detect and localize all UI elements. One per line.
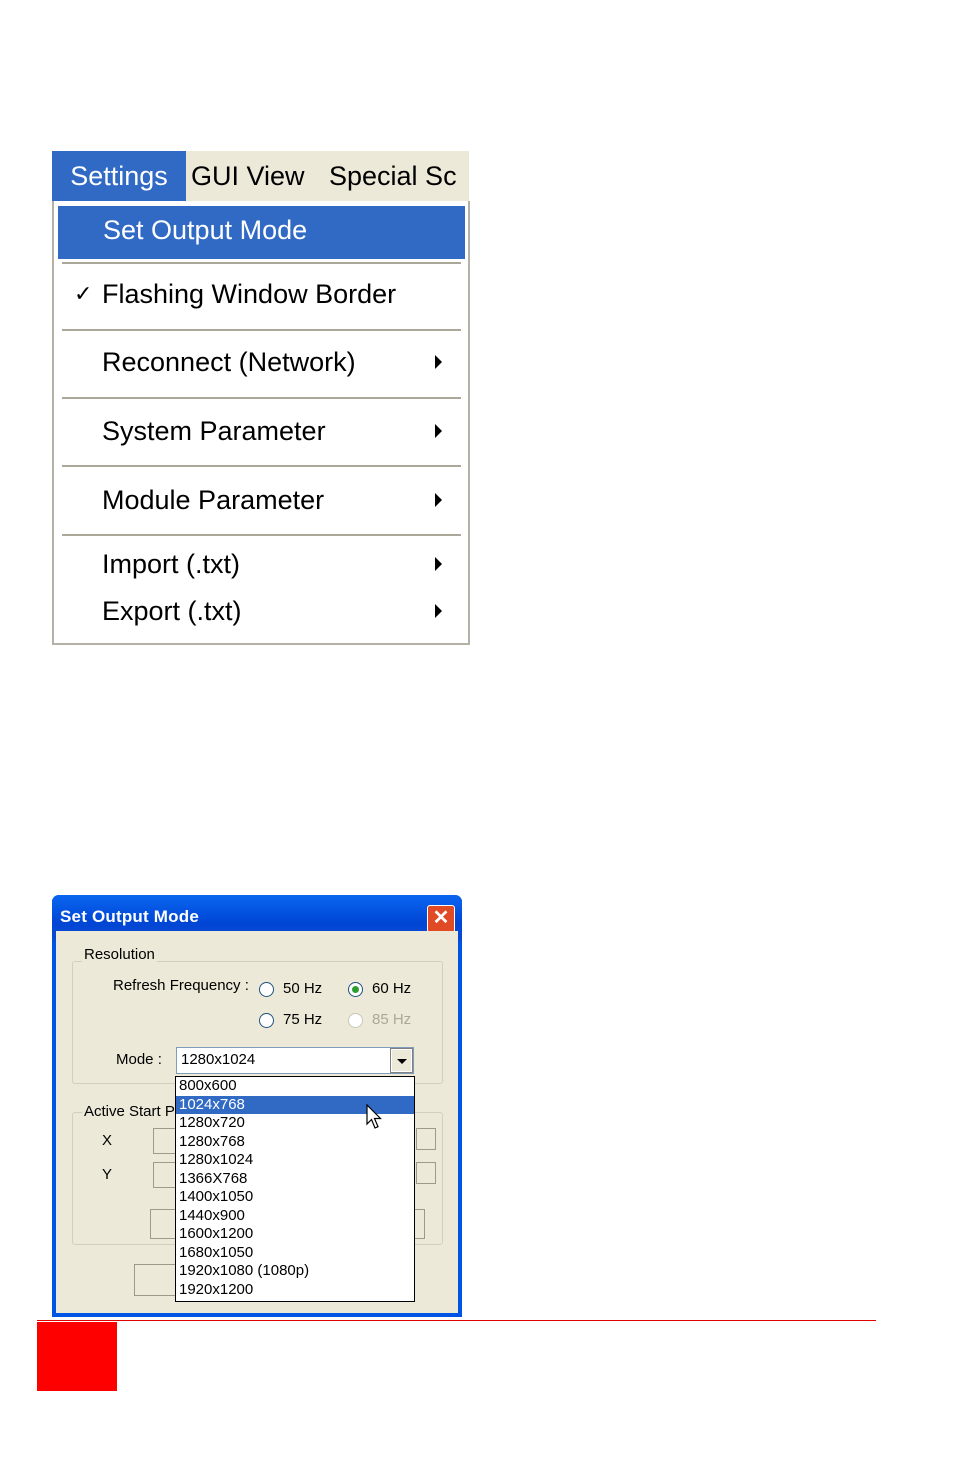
- mode-option[interactable]: 1920x1200: [179, 1280, 254, 1298]
- mode-option[interactable]: 1280x1024: [179, 1151, 254, 1168]
- set-output-mode-dialog: [52, 895, 462, 1317]
- menu-item-set-output-mode[interactable]: [58, 206, 465, 259]
- menu-item-module-parameter[interactable]: [54, 480, 464, 520]
- menu-item-label: Export (.txt): [102, 596, 242, 626]
- group-button-left[interactable]: [150, 1209, 178, 1239]
- menu-item-import[interactable]: [54, 544, 464, 584]
- settings-dropdown-menu: [52, 201, 470, 645]
- y-spin-right-button[interactable]: [416, 1162, 436, 1184]
- submenu-arrow-icon: [435, 557, 442, 571]
- mode-option[interactable]: 1366X768: [179, 1169, 248, 1187]
- refresh-frequency-label: Refresh Frequency :: [113, 977, 249, 994]
- radio-60hz[interactable]: [348, 982, 363, 997]
- menu-item-reconnect[interactable]: [54, 342, 464, 382]
- footer-rule: [37, 1320, 876, 1321]
- menu-gui-view[interactable]: GUI View: [191, 161, 305, 191]
- dialog-title: Set Output Mode: [60, 907, 199, 926]
- x-spin-right-button[interactable]: [416, 1128, 436, 1150]
- y-input[interactable]: [153, 1162, 177, 1188]
- close-button[interactable]: [427, 905, 455, 933]
- mode-selected-value: 1280x1024: [181, 1051, 256, 1068]
- mode-label: Mode :: [116, 1051, 162, 1068]
- mode-option[interactable]: 1280x720: [179, 1114, 245, 1131]
- submenu-arrow-icon: [435, 604, 442, 618]
- mode-option[interactable]: 1024x768: [176, 1096, 414, 1115]
- radio-75hz-label: 75 Hz: [283, 1011, 323, 1028]
- menu-item-system-parameter[interactable]: [54, 411, 464, 451]
- check-icon: ✓: [74, 281, 93, 306]
- menu-separator: [62, 329, 461, 333]
- menu-item-label: Import (.txt): [102, 549, 241, 579]
- close-icon: ✕: [432, 907, 450, 929]
- radio-75hz[interactable]: [259, 1013, 274, 1028]
- menu-settings[interactable]: Settings: [52, 151, 186, 201]
- y-label: Y: [102, 1166, 113, 1183]
- x-input[interactable]: [153, 1128, 177, 1154]
- menu-special[interactable]: Special Sc: [329, 161, 457, 191]
- radio-50hz-label: 50 Hz: [283, 980, 323, 997]
- mode-option[interactable]: 1440x900: [179, 1206, 245, 1224]
- menu-item-label: Reconnect (Network): [102, 347, 356, 377]
- submenu-arrow-icon: [435, 424, 442, 438]
- mode-option[interactable]: 1280x768: [179, 1132, 245, 1150]
- menu-separator: [62, 534, 461, 538]
- menu-bar: [52, 151, 469, 201]
- mode-combobox[interactable]: [176, 1047, 414, 1074]
- submenu-arrow-icon: [435, 493, 442, 507]
- radio-50hz[interactable]: [259, 982, 274, 997]
- menu-item-flashing-window-border[interactable]: [54, 274, 464, 314]
- dialog-client-area: [56, 931, 458, 1313]
- menu-item-label: System Parameter: [102, 416, 326, 446]
- ok-button[interactable]: [134, 1264, 178, 1296]
- x-label: X: [102, 1132, 113, 1149]
- menu-item-export[interactable]: [54, 591, 464, 631]
- submenu-arrow-icon: [435, 355, 442, 369]
- menu-item-label: Flashing Window Border: [102, 279, 397, 309]
- mode-option[interactable]: 1600x1200: [179, 1225, 254, 1242]
- menu-item-label: Set Output Mode: [103, 215, 308, 245]
- footer-red-block: [37, 1322, 117, 1391]
- mode-option[interactable]: 800x600: [179, 1077, 237, 1094]
- radio-60hz-label: 60 Hz: [372, 980, 412, 997]
- radio-85hz-label: 85 Hz: [372, 1011, 412, 1028]
- mouse-pointer-icon: [366, 1104, 382, 1130]
- active-start-group-title: Active Start P: [84, 1103, 175, 1120]
- menu-separator: [62, 262, 461, 266]
- radio-85hz: [348, 1013, 363, 1028]
- menu-separator: [62, 465, 461, 469]
- mode-option[interactable]: 1920x1080 (1080p): [179, 1262, 310, 1279]
- menu-item-label: Module Parameter: [102, 485, 325, 515]
- resolution-group-title: Resolution: [84, 946, 155, 963]
- menu-separator: [62, 397, 461, 401]
- chevron-down-icon[interactable]: [391, 1049, 412, 1072]
- mode-option[interactable]: 1400x1050: [179, 1188, 254, 1205]
- mode-option[interactable]: 1680x1050: [179, 1243, 254, 1261]
